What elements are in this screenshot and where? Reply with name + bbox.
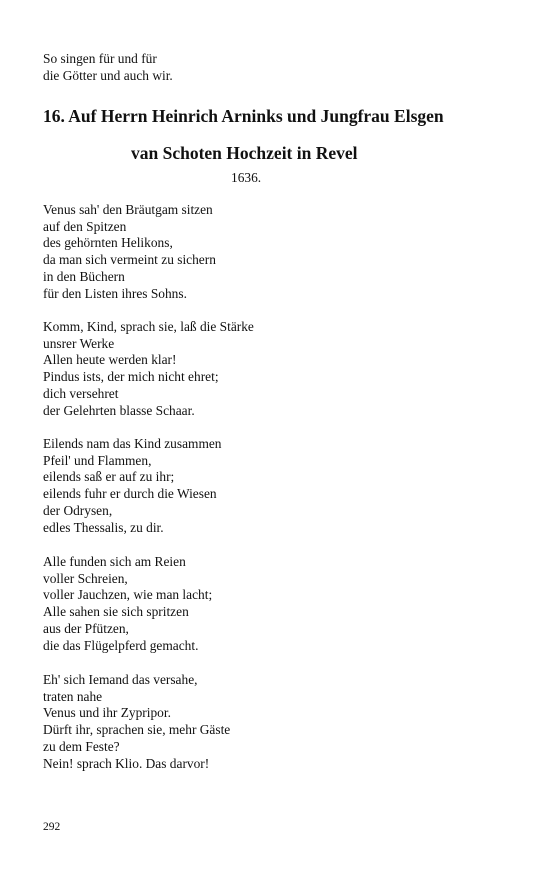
poem-line: Venus sah' den Bräutgam sitzen (43, 202, 213, 217)
poem-line: eilends saß er auf zu ihr; (43, 469, 175, 485)
poem-line: Komm, Kind, sprach sie, laß die Stärke (43, 319, 254, 334)
poem-line: unsrer Werke (43, 335, 115, 351)
poem-line: Nein! sprach Klio. Das darvor! (43, 755, 210, 771)
stanza-4 (43, 554, 513, 654)
poem-line: Venus und ihr Zypripor. (43, 705, 171, 721)
poem-line: Allen heute werden klar! (43, 352, 177, 368)
poem-line: aus der Pfützen, (43, 620, 129, 636)
poem-line: der Odrysen, (43, 502, 113, 518)
poem-line: voller Schreien, (43, 570, 128, 586)
stanza-2 (43, 319, 513, 419)
poem-line: Alle sahen sie sich spritzen (43, 604, 189, 620)
poem-line: Eilends nam das Kind zusammen (43, 436, 222, 451)
poem-line: So singen für und für (43, 51, 157, 66)
poem-line: der Gelehrten blasse Schaar. (43, 402, 195, 418)
poem-title-continuation: van Schoten Hochzeit in Revel (131, 143, 358, 163)
poem-line: Pindus ists, der mich nicht ehret; (43, 369, 219, 385)
poem-line: traten nahe (43, 688, 103, 704)
page-number: 292 (43, 821, 61, 833)
poem-line: des gehörnten Helikons, (43, 235, 173, 251)
poem-line: Eh' sich Iemand das versahe, (43, 672, 198, 687)
poem-line: zu dem Feste? (43, 738, 120, 754)
stanza-5 (43, 672, 513, 772)
poem-line: Pfeil' und Flammen, (43, 452, 152, 468)
poem-line: eilends fuhr er durch die Wiesen (43, 486, 217, 502)
poem-line: voller Jauchzen, wie man lacht; (43, 587, 213, 603)
poem-line: die Götter und auch wir. (43, 67, 173, 83)
poem-line: Dürft ihr, sprachen sie, mehr Gäste (43, 722, 231, 738)
poem-line: da man sich vermeint zu sichern (43, 252, 216, 268)
intro-stanza (43, 51, 513, 84)
poem-line: für den Listen ihres Sohns. (43, 285, 187, 301)
poem-title: 16. Auf Herrn Heinrich Arninks und Jungfrau Elsgen (43, 106, 444, 126)
poem-line: die das Flügelpferd gemacht. (43, 637, 199, 653)
poem-year: 1636. (231, 170, 262, 185)
poem-line: dich versehret (43, 385, 119, 401)
stanza-3 (43, 436, 513, 536)
poem-line: edles Thessalis, zu dir. (43, 519, 164, 535)
poem-line: Alle funden sich am Reien (43, 554, 186, 569)
stanza-1 (43, 202, 513, 302)
poem-line: auf den Spitzen (43, 218, 127, 234)
poem-line: in den Büchern (43, 268, 125, 284)
